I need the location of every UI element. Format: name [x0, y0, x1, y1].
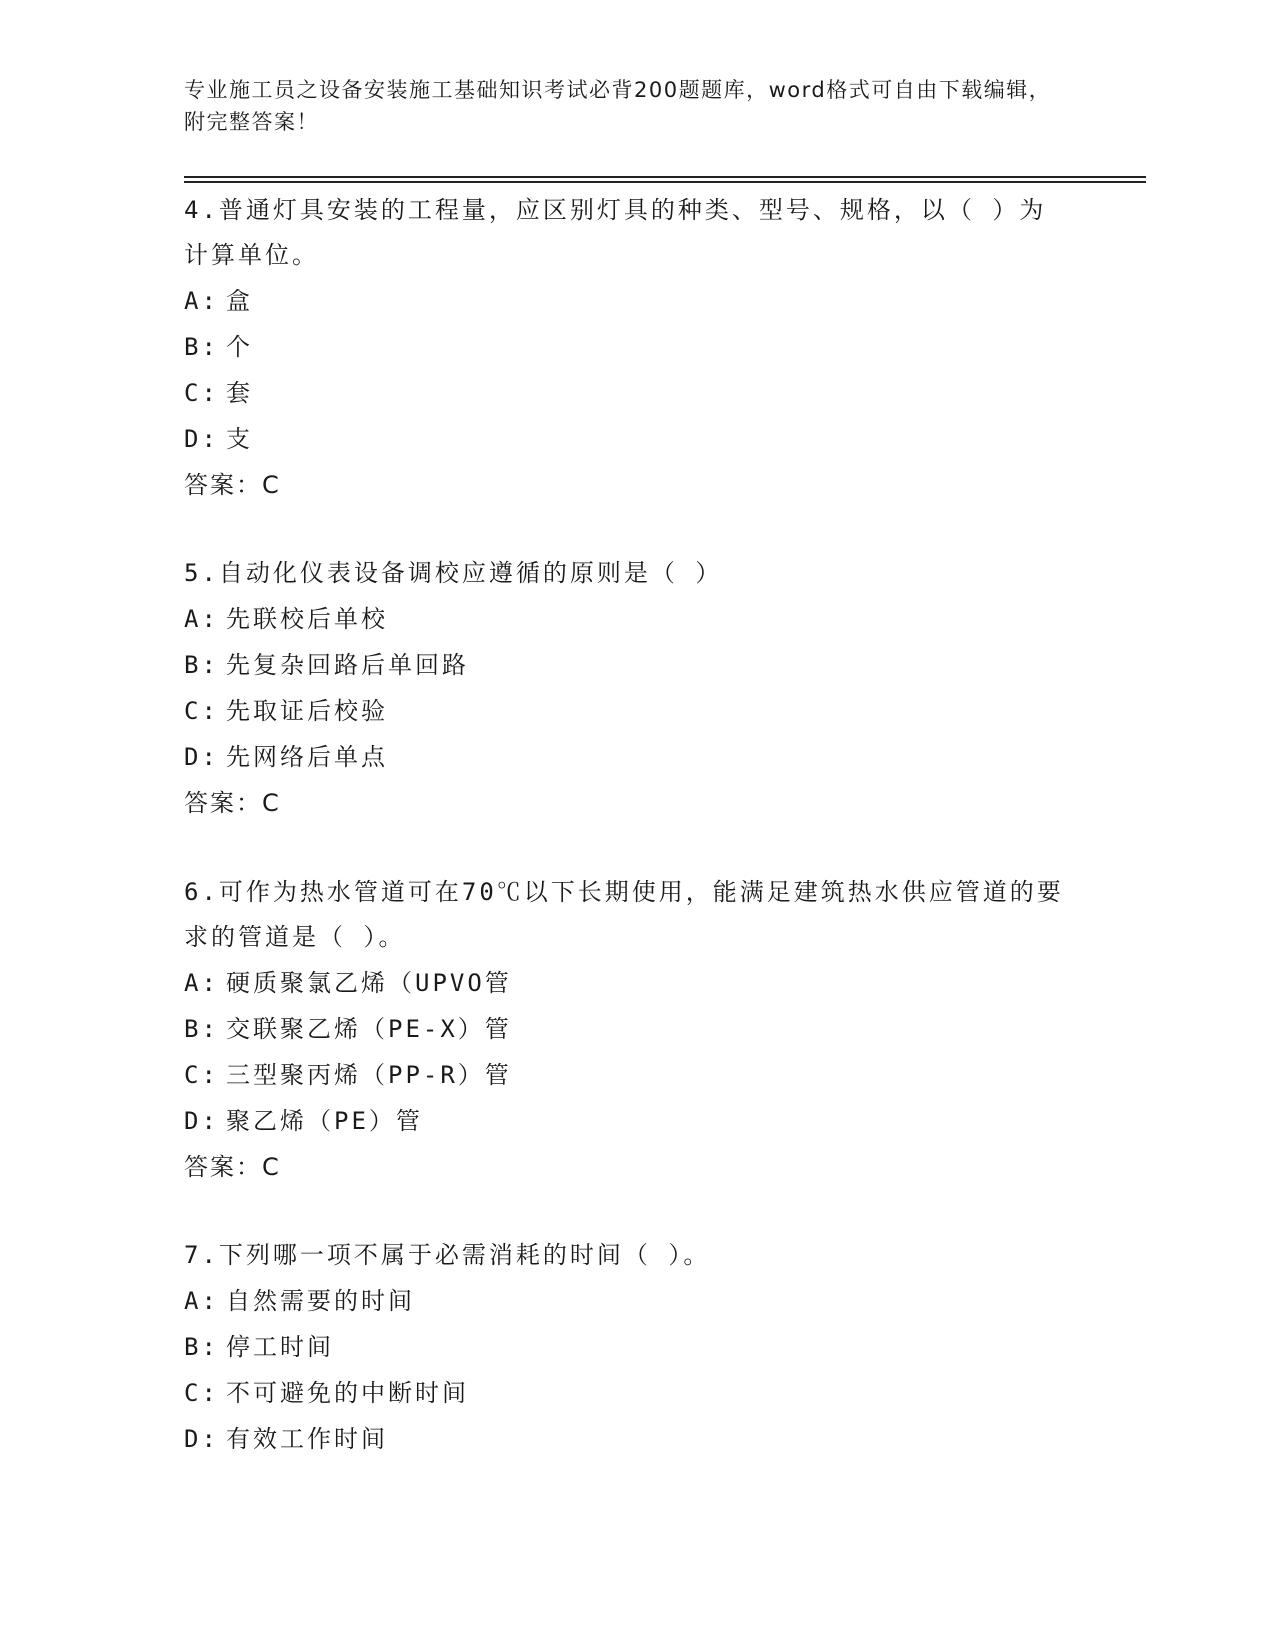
- option-d: [184, 416, 1064, 462]
- option-b: [184, 324, 1064, 370]
- option-d: [184, 1416, 1064, 1462]
- option-b: [184, 1006, 1064, 1052]
- header-divider-bottom: [184, 181, 1146, 183]
- option-text: 套: [226, 379, 253, 407]
- option-text: 停工时间: [226, 1333, 334, 1361]
- option-letter: B:: [184, 333, 219, 361]
- option-letter: B:: [184, 651, 219, 679]
- option-text: 聚乙烯（PE）管: [226, 1107, 423, 1135]
- option-letter: D:: [184, 743, 219, 771]
- question-block: [184, 188, 1064, 508]
- question-stem: 7.下列哪一项不属于必需消耗的时间（ ）。: [184, 1241, 711, 1269]
- document-title: 专业施工员之设备安装施工基础知识考试必背200题题库，word格式可自由下载编辑，附完整答案！: [184, 78, 1052, 134]
- option-c: [184, 688, 1064, 734]
- option-letter: D:: [184, 425, 219, 453]
- option-text: 三型聚丙烯（PP-R）管: [226, 1061, 512, 1089]
- option-text: 先复杂回路后单回路: [226, 651, 469, 679]
- option-text: 不可避免的中断时间: [226, 1379, 469, 1407]
- answer-line: 答案：C: [184, 1153, 281, 1181]
- option-d: [184, 1098, 1064, 1144]
- question-block: [184, 870, 1064, 1190]
- option-text: 先网络后单点: [226, 743, 388, 771]
- answer-line: 答案：C: [184, 471, 281, 499]
- option-text: 盒: [226, 287, 253, 315]
- option-text: 先取证后校验: [226, 697, 388, 725]
- option-a: [184, 1278, 1064, 1324]
- option-b: [184, 1324, 1064, 1370]
- option-a: [184, 960, 1064, 1006]
- option-letter: A:: [184, 969, 219, 997]
- question-stem: 4.普通灯具安装的工程量，应区别灯具的种类、型号、规格，以（ ）为计算单位。: [184, 196, 1047, 269]
- question-block: [184, 551, 1064, 826]
- option-text: 个: [226, 333, 253, 361]
- option-c: [184, 1052, 1064, 1098]
- option-text: 先联校后单校: [226, 605, 388, 633]
- option-a: [184, 278, 1064, 324]
- option-letter: B:: [184, 1333, 219, 1361]
- option-text: 自然需要的时间: [226, 1287, 415, 1315]
- question-stem: 6.可作为热水管道可在70℃以下长期使用，能满足建筑热水供应管道的要求的管道是（ ）。: [184, 878, 1064, 951]
- question-stem: 5.自动化仪表设备调校应遵循的原则是（ ）: [184, 559, 723, 587]
- option-a: [184, 596, 1064, 642]
- header-divider-top: [184, 176, 1146, 178]
- option-letter: A:: [184, 287, 219, 315]
- option-letter: D:: [184, 1107, 219, 1135]
- option-letter: D:: [184, 1425, 219, 1453]
- option-text: 支: [226, 425, 253, 453]
- option-letter: C:: [184, 1379, 219, 1407]
- option-d: [184, 734, 1064, 780]
- option-letter: C:: [184, 697, 219, 725]
- answer-line: 答案：C: [184, 789, 281, 817]
- option-b: [184, 642, 1064, 688]
- option-letter: C:: [184, 1061, 219, 1089]
- option-text: 交联聚乙烯（PE-X）管: [226, 1015, 512, 1043]
- option-c: [184, 1370, 1064, 1416]
- option-letter: B:: [184, 1015, 219, 1043]
- option-letter: A:: [184, 605, 219, 633]
- option-text: 硬质聚氯乙烯（UPVO管: [226, 969, 512, 997]
- option-c: [184, 370, 1064, 416]
- option-letter: C:: [184, 379, 219, 407]
- option-text: 有效工作时间: [226, 1425, 388, 1453]
- question-block: [184, 1233, 1064, 1462]
- option-letter: A:: [184, 1287, 219, 1315]
